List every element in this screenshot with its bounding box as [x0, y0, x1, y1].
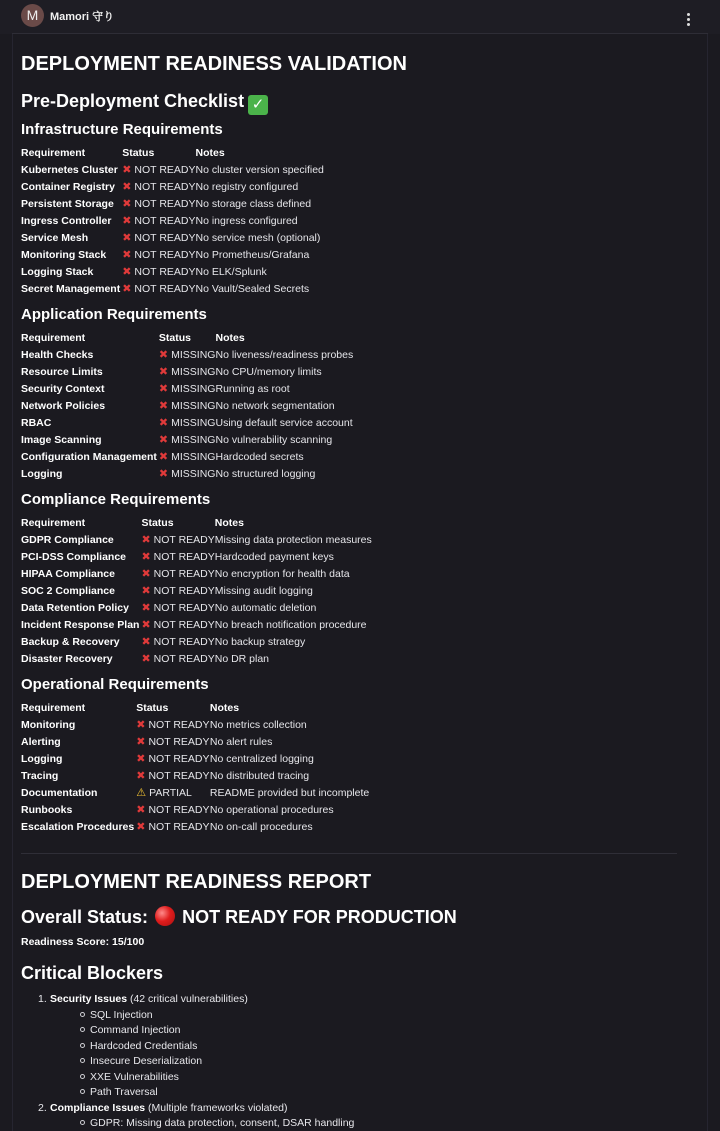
cross-mark-icon: ✖	[136, 753, 146, 765]
list-item-label: GDPR: Missing data protection, consent, DSAR handling	[90, 1117, 355, 1129]
requirement-cell: Monitoring Stack	[21, 249, 107, 261]
bullet-icon	[80, 1058, 85, 1063]
status-label: NOT READY	[153, 534, 215, 546]
cross-mark-icon: ✖	[122, 283, 132, 295]
list-item	[80, 1116, 691, 1131]
table-row	[21, 768, 369, 785]
requirement-cell: Logging	[21, 468, 63, 480]
requirement-cell: Tracing	[21, 770, 59, 782]
cross-mark-icon: ✖	[141, 602, 151, 614]
notes-cell: No distributed tracing	[209, 770, 310, 782]
table-header-row	[21, 330, 353, 347]
table-row	[21, 785, 369, 802]
status-label: NOT READY	[153, 619, 215, 631]
avatar[interactable]: M	[21, 4, 44, 27]
list-item	[80, 1008, 691, 1024]
requirement-cell: Secret Management	[21, 283, 121, 295]
status-label: NOT READY	[153, 636, 215, 648]
requirement-cell: PCI-DSS Compliance	[21, 551, 127, 563]
cross-mark-icon: ✖	[141, 568, 151, 580]
requirement-cell: Container Registry	[21, 181, 115, 193]
requirements-sections	[21, 119, 691, 836]
table-row	[21, 634, 372, 651]
table-header-row	[21, 700, 369, 717]
requirement-cell: Resource Limits	[21, 366, 103, 378]
cross-mark-icon: ✖	[158, 417, 169, 429]
status-cell	[141, 566, 214, 583]
blockers-title: Critical Blockers	[21, 963, 164, 983]
status-cell	[136, 785, 210, 802]
bullet-icon	[80, 1027, 85, 1032]
status-cell	[122, 179, 195, 196]
status-cell	[159, 466, 216, 483]
column-header-notes: Notes	[215, 332, 245, 344]
status-label: NOT READY	[153, 585, 215, 597]
list-item	[80, 1085, 691, 1101]
blockers-list	[21, 992, 691, 1131]
status-cell	[141, 583, 214, 600]
status-cell	[122, 162, 195, 179]
status-label: NOT READY	[134, 215, 196, 227]
table-row	[21, 466, 353, 483]
table-row	[21, 213, 324, 230]
status-cell	[159, 347, 216, 364]
notes-cell: No ingress configured	[195, 215, 298, 227]
status-cell	[159, 432, 216, 449]
list-item-label: Path Traversal	[90, 1086, 158, 1098]
bullet-icon	[80, 1089, 85, 1094]
blocker-number: 2.	[38, 1101, 47, 1114]
table-row	[21, 415, 353, 432]
red-circle-icon	[155, 906, 175, 926]
status-cell	[136, 734, 210, 751]
status-cell	[141, 617, 214, 634]
list-item-label: XXE Vulnerabilities	[90, 1070, 179, 1083]
cross-mark-icon: ✖	[141, 534, 151, 546]
status-label: NOT READY	[153, 602, 215, 614]
table-row	[21, 819, 369, 836]
status-label: MISSING	[171, 400, 216, 412]
notes-cell: No alert rules	[209, 736, 273, 748]
notes-cell: Using default service account	[215, 417, 353, 429]
notes-cell: No network segmentation	[215, 400, 335, 412]
cross-mark-icon: ✖	[141, 653, 151, 665]
cross-mark-icon: ✖	[122, 181, 132, 193]
cross-mark-icon: ✖	[136, 804, 146, 816]
requirement-cell: Image Scanning	[21, 434, 102, 446]
list-item	[80, 1054, 691, 1070]
table-row	[21, 802, 369, 819]
requirement-cell: SOC 2 Compliance	[21, 585, 115, 597]
status-cell	[122, 264, 195, 281]
status-label: NOT READY	[148, 804, 210, 816]
blocker-title: Compliance Issues	[50, 1101, 146, 1114]
cross-mark-icon: ✖	[136, 719, 146, 731]
notes-cell: No service mesh (optional)	[195, 232, 321, 244]
requirement-cell: Incident Response Plan	[21, 619, 140, 631]
status-cell	[136, 751, 210, 768]
requirement-cell: Escalation Procedures	[21, 821, 135, 833]
list-item-label: Command Injection	[90, 1024, 181, 1036]
username: Mamori 守り	[50, 11, 115, 23]
blocker-item	[21, 1101, 691, 1117]
status-cell	[136, 768, 210, 785]
status-cell	[159, 398, 216, 415]
section-title: Operational Requirements	[21, 676, 209, 693]
blocker-number: 1.	[38, 993, 47, 1005]
section-title: Infrastructure Requirements	[21, 121, 223, 138]
notes-cell: No centralized logging	[209, 753, 314, 765]
table-row	[21, 364, 353, 381]
notes-cell: No encryption for health data	[214, 568, 350, 580]
status-cell	[122, 230, 195, 247]
cross-mark-icon: ✖	[136, 736, 146, 748]
overall-status: Overall Status: NOT READY FOR PRODUCTION	[21, 907, 457, 927]
requirement-cell: Logging	[21, 753, 63, 765]
column-header-notes: Notes	[214, 517, 244, 529]
requirement-cell: Documentation	[21, 787, 98, 799]
list-item-label: SQL Injection	[90, 1008, 153, 1021]
table-row	[21, 432, 353, 449]
table-row	[21, 617, 372, 634]
column-header-status: Status	[136, 702, 169, 714]
notes-cell: README provided but incomplete	[209, 787, 370, 799]
notes-cell: No operational procedures	[209, 804, 334, 816]
notes-cell: No vulnerability scanning	[215, 434, 333, 446]
table-row	[21, 264, 324, 281]
status-label: NOT READY	[134, 249, 196, 261]
cross-mark-icon: ✖	[158, 451, 169, 463]
blocker-subitems	[80, 1116, 691, 1131]
requirement-cell: Backup & Recovery	[21, 636, 120, 648]
table-row	[21, 532, 372, 549]
cross-mark-icon: ✖	[158, 383, 169, 395]
cross-mark-icon: ✖	[136, 770, 146, 782]
status-label: MISSING	[171, 468, 216, 480]
notes-cell: Running as root	[215, 383, 290, 395]
more-options-icon[interactable]	[682, 13, 694, 29]
notes-cell: No automatic deletion	[214, 602, 317, 614]
notes-cell: No ELK/Splunk	[195, 266, 267, 278]
requirement-cell: Kubernetes Cluster	[21, 164, 118, 176]
table-row	[21, 381, 353, 398]
status-cell	[136, 819, 210, 836]
column-header-notes: Notes	[209, 702, 240, 714]
message-content	[21, 50, 691, 1131]
table-header-row	[21, 145, 324, 162]
table-row	[21, 717, 369, 734]
status-cell	[141, 549, 214, 566]
status-label: NOT READY	[148, 719, 210, 731]
list-item-label: Hardcoded Credentials	[90, 1039, 198, 1052]
cross-mark-icon: ✖	[158, 366, 169, 378]
table-header-row	[21, 515, 372, 532]
requirements-table	[21, 145, 324, 298]
table-row	[21, 230, 324, 247]
cross-mark-icon: ✖	[141, 636, 151, 648]
column-header-status: Status	[158, 332, 192, 344]
notes-cell: No registry configured	[195, 181, 299, 193]
notes-cell: No breach notification procedure	[214, 619, 367, 631]
status-label: NOT READY	[134, 181, 196, 193]
table-row	[21, 196, 324, 213]
status-cell	[159, 381, 216, 398]
requirements-table	[21, 515, 372, 668]
check-mark-icon: ✓	[248, 95, 268, 115]
table-row	[21, 751, 369, 768]
requirement-cell: Alerting	[21, 736, 61, 748]
requirement-cell: RBAC	[21, 417, 52, 429]
table-row	[21, 734, 369, 751]
status-cell	[122, 281, 195, 298]
requirement-cell: Security Context	[21, 383, 105, 395]
notes-cell: No metrics collection	[209, 719, 307, 731]
notes-cell: No structured logging	[215, 468, 316, 480]
bullet-icon	[80, 1074, 85, 1079]
requirement-cell: Health Checks	[21, 349, 94, 361]
cross-mark-icon: ✖	[122, 164, 132, 176]
cross-mark-icon: ✖	[122, 266, 132, 278]
cross-mark-icon: ✖	[158, 434, 169, 446]
status-label: NOT READY	[148, 770, 210, 782]
cross-mark-icon: ✖	[141, 619, 151, 631]
status-label: NOT READY	[134, 266, 196, 278]
status-label: NOT READY	[153, 551, 215, 563]
requirement-cell: Data Retention Policy	[21, 602, 129, 614]
table-row	[21, 549, 372, 566]
status-label: NOT READY	[134, 198, 196, 210]
requirement-cell: Disaster Recovery	[21, 653, 113, 665]
bullet-icon	[80, 1043, 85, 1048]
table-row	[21, 179, 324, 196]
report-title: DEPLOYMENT READINESS REPORT	[21, 871, 372, 893]
status-label: NOT READY	[134, 232, 196, 244]
status-label: NOT READY	[134, 283, 196, 295]
status-label: MISSING	[171, 451, 216, 463]
requirements-table	[21, 330, 353, 483]
blocker-text	[50, 992, 248, 1008]
table-row	[21, 162, 324, 179]
requirement-cell: HIPAA Compliance	[21, 568, 115, 580]
cross-mark-icon: ✖	[158, 468, 169, 480]
column-header-requirement: Requirement	[21, 517, 86, 529]
column-header-notes: Notes	[195, 147, 225, 159]
table-row	[21, 583, 372, 600]
table-row	[21, 347, 353, 364]
status-label: MISSING	[171, 383, 216, 395]
notes-cell: No on-call procedures	[209, 821, 313, 833]
column-header-status: Status	[141, 517, 174, 529]
list-item-label: Insecure Deserialization	[90, 1055, 203, 1067]
notes-cell: Missing data protection measures	[214, 534, 372, 546]
status-label: MISSING	[171, 434, 216, 446]
column-header-requirement: Requirement	[21, 702, 86, 714]
table-row	[21, 281, 324, 298]
requirement-cell: Persistent Storage	[21, 198, 114, 210]
requirement-cell: Ingress Controller	[21, 215, 112, 227]
notes-cell: No cluster version specified	[195, 164, 324, 176]
status-cell	[141, 634, 214, 651]
blocker-detail: (42 critical vulnerabilities)	[129, 993, 248, 1005]
requirement-cell: Service Mesh	[21, 232, 89, 244]
table-row	[21, 600, 372, 617]
status-cell	[141, 651, 214, 668]
notes-cell: No CPU/memory limits	[215, 366, 322, 378]
readiness-score: Readiness Score: 15/100	[21, 936, 145, 948]
status-label: MISSING	[171, 417, 216, 429]
table-row	[21, 566, 372, 583]
cross-mark-icon: ✖	[122, 232, 132, 244]
list-item	[80, 1023, 691, 1039]
blocker-detail: (Multiple frameworks violated)	[148, 1101, 288, 1114]
section-title: Compliance Requirements	[21, 491, 211, 508]
status-label: MISSING	[171, 349, 216, 361]
blocker-text	[50, 1101, 288, 1117]
cross-mark-icon: ✖	[122, 249, 132, 261]
blocker-subitems	[80, 1008, 691, 1101]
status-cell	[122, 196, 195, 213]
cross-mark-icon: ✖	[158, 349, 169, 361]
requirement-cell: Network Policies	[21, 400, 106, 412]
status-cell	[122, 213, 195, 230]
status-label: NOT READY	[148, 821, 210, 833]
status-label: MISSING	[171, 366, 216, 378]
column-header-status: Status	[122, 147, 155, 159]
notes-cell: No storage class defined	[195, 198, 312, 210]
column-header-requirement: Requirement	[21, 147, 86, 159]
notes-cell: No DR plan	[214, 653, 270, 665]
column-header-requirement: Requirement	[21, 332, 86, 344]
requirement-cell: Runbooks	[21, 804, 73, 816]
section-title: Application Requirements	[21, 306, 207, 323]
status-label: NOT READY	[153, 568, 215, 580]
status-label: NOT READY	[153, 653, 215, 665]
cross-mark-icon: ✖	[141, 585, 151, 597]
blocker-item	[21, 992, 691, 1008]
notes-cell: Hardcoded secrets	[215, 451, 304, 463]
notes-cell: Missing audit logging	[214, 585, 313, 597]
status-cell	[141, 532, 214, 549]
cross-mark-icon: ✖	[158, 400, 169, 412]
requirements-table	[21, 700, 369, 836]
blocker-title: Security Issues	[50, 993, 128, 1005]
status-cell	[136, 802, 210, 819]
status-label: NOT READY	[148, 753, 210, 765]
status-label: NOT READY	[148, 736, 210, 748]
cross-mark-icon: ✖	[122, 198, 132, 210]
cross-mark-icon: ✖	[141, 551, 151, 563]
section-divider	[21, 853, 677, 854]
requirement-cell: Configuration Management	[21, 451, 157, 463]
requirement-cell: Logging Stack	[21, 266, 94, 278]
table-row	[21, 398, 353, 415]
doc-title: DEPLOYMENT READINESS VALIDATION	[21, 53, 407, 75]
table-row	[21, 247, 324, 264]
status-cell	[141, 600, 214, 617]
requirement-cell: GDPR Compliance	[21, 534, 114, 546]
status-cell	[159, 449, 216, 466]
app-header	[0, 0, 720, 34]
requirement-cell: Monitoring	[21, 719, 76, 731]
notes-cell: No backup strategy	[214, 636, 306, 648]
status-cell	[122, 247, 195, 264]
bullet-icon	[80, 1120, 85, 1125]
status-label: NOT READY	[134, 164, 196, 176]
notes-cell: Hardcoded payment keys	[214, 551, 334, 563]
status-cell	[136, 717, 210, 734]
list-item	[80, 1070, 691, 1086]
list-item	[80, 1039, 691, 1055]
status-label: PARTIAL	[149, 787, 192, 799]
status-cell	[159, 364, 216, 381]
notes-cell: No Vault/Sealed Secrets	[195, 283, 310, 295]
cross-mark-icon: ✖	[136, 821, 146, 833]
notes-cell: No liveness/readiness probes	[215, 349, 354, 361]
status-cell	[159, 415, 216, 432]
cross-mark-icon: ✖	[122, 215, 132, 227]
table-row	[21, 449, 353, 466]
warning-icon: ⚠	[136, 787, 147, 799]
checklist-title: Pre-Deployment Checklist ✓	[21, 88, 691, 115]
notes-cell: No Prometheus/Grafana	[195, 249, 310, 261]
table-row	[21, 651, 372, 668]
bullet-icon	[80, 1012, 85, 1017]
